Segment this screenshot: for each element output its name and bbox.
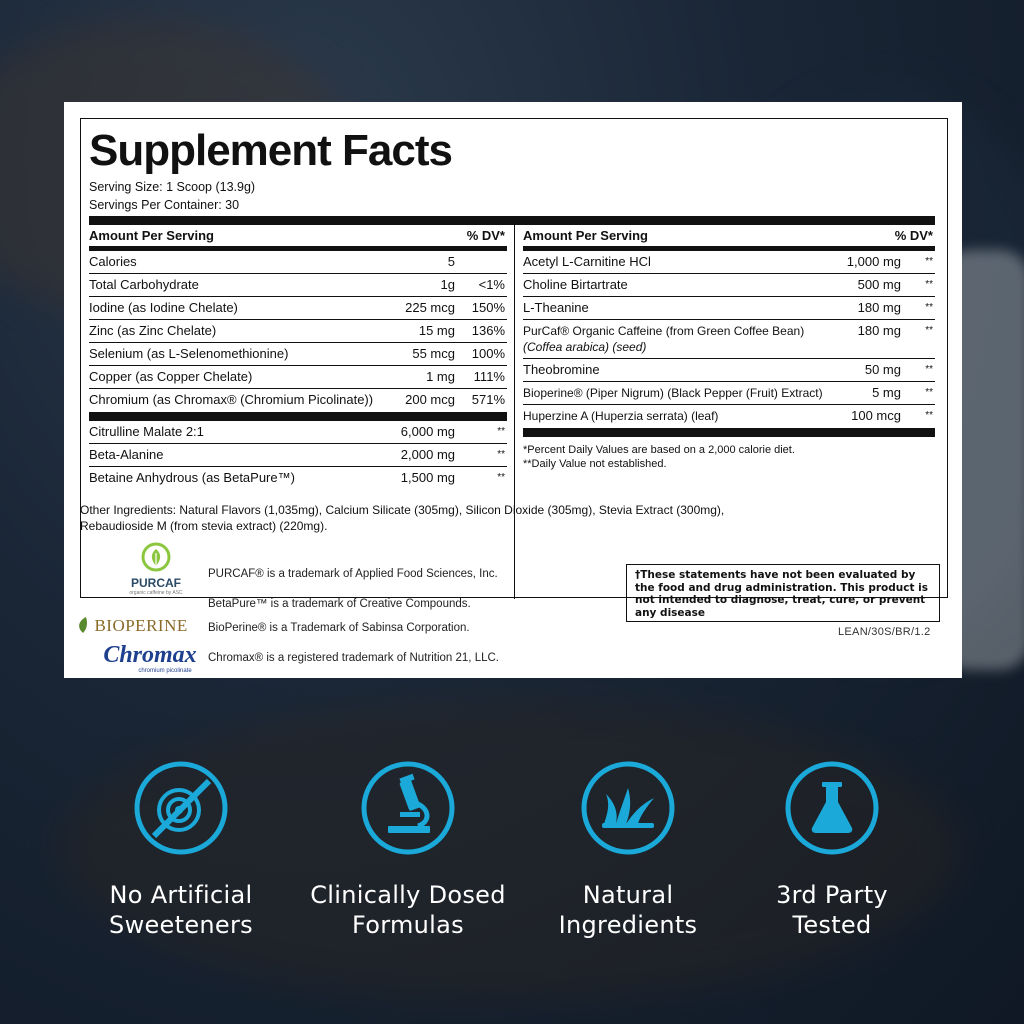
thick-rule [89,412,507,421]
ingredient-row [523,274,935,297]
nutrient-name: Iodine (as Iodine Chelate) [89,300,238,315]
product-code: LEAN/30S/BR/1.2 [838,626,931,638]
left-rows-blend [89,421,507,490]
feature-label-line-2: Sweeteners [109,911,253,939]
feature-label-line-2: Ingredients [558,911,698,939]
thick-rule [89,216,935,225]
nutrient-row [89,251,507,274]
footnote-not-established: **Daily Value not established. [523,458,667,470]
ingredient-name: Acetyl L-Carnitine HCl [523,254,651,269]
amount-per-serving-heading: Amount Per Serving [523,228,648,243]
nutrient-name: Calories [89,254,137,269]
nutrient-amount: 225 mcg [405,300,455,315]
microscope-icon [360,760,456,856]
dv-heading: % DV* [466,228,505,243]
bioperine-leaf-icon [76,616,90,634]
betapure-trademark-text: BetaPure™ is a trademark of Creative Compounds. [208,598,471,610]
feature-label-line-2: Tested [792,911,872,939]
nutrient-name: Chromium (as Chromax® (Chromium Picolinate)) [89,392,374,407]
fda-disclaimer: †These statements have not been evaluated by the food and drug administration. This product is not intended to diagnose, treat, cure, or prevent any disease [626,564,940,622]
nutrient-row [89,343,507,366]
serving-size: Serving Size: 1 Scoop (13.9g) [89,180,256,194]
ingredient-dv: ** [497,426,505,437]
ingredient-amount: 2,000 mg [400,447,455,462]
ingredient-amount: 50 mg [864,362,901,377]
nutrient-amount: 1 mg [426,369,455,384]
left-header [89,225,507,251]
feature-label-line-1: Clinically Dosed [310,881,506,909]
no-sweetener-icon [133,760,229,856]
ingredient-amount: 500 mg [857,277,901,292]
right-rows [523,251,935,428]
chromax-logo [98,642,202,678]
chromax-trademark-text: Chromax® is a registered trademark of Nutrition 21, LLC. [208,652,499,664]
right-header [523,225,935,251]
ingredient-name: Huperzine A (Huperzia serrata) (leaf) [523,409,719,423]
ingredient-dv: ** [925,256,933,267]
ingredient-name [523,323,804,355]
purcaf-wordmark: PURCAF [131,576,181,590]
ingredient-row [523,251,935,274]
nutrient-amount: 5 [447,254,455,269]
feature-no-artificial-sweeteners [71,760,291,940]
right-column [523,225,935,471]
ingredient-row [89,444,507,467]
purcaf-tagline: organic caffeine by ASC [129,590,183,596]
left-column [89,225,507,490]
feature-label [518,880,738,940]
facts-title: Supplement Facts [89,126,452,175]
dv-heading: % DV* [894,228,933,243]
feature-label [71,880,291,940]
nutrient-name: Zinc (as Zinc Chelate) [89,323,217,338]
amount-per-serving-heading: Amount Per Serving [89,228,214,243]
ingredient-amount: 100 mcg [851,408,901,423]
ingredient-row [523,405,935,428]
feature-label-line-1: Natural [582,881,674,909]
ingredient-name: Bioperine® (Piper Nigrum) (Black Pepper (Fruit) Extract) [523,386,823,400]
nutrient-dv: <1% [478,277,505,292]
feature-label [298,880,518,940]
nutrient-name: Copper (as Copper Chelate) [89,369,253,384]
ingredient-amount: 180 mg [857,300,901,315]
supplement-facts-label [64,102,962,678]
ingredient-amount: 1,000 mg [846,254,901,269]
ingredient-dv: ** [497,449,505,460]
nutrient-name: Total Carbohydrate [89,277,199,292]
ingredient-name: L-Theanine [523,300,589,315]
purcaf-logo [116,542,196,600]
purcaf-leaf-icon [139,542,173,572]
nutrient-dv: 150% [471,300,505,315]
ingredient-name: Betaine Anhydrous (as BetaPure™) [89,470,295,485]
ingredient-name: Beta-Alanine [89,447,164,462]
ingredient-dv: ** [925,410,933,421]
ingredient-dv: ** [497,472,505,483]
ingredient-row [89,421,507,444]
footnotes [523,443,935,471]
nutrient-row [89,274,507,297]
bioperine-wordmark: BIOPERINE [94,616,188,635]
other-ingredients: Other Ingredients: Natural Flavors (1,035mg), Calcium Silicate (305mg), Silicon Dioxide (305mg), Stevia Extract (300mg), Rebaudioside M (from stevia extract) (220mg). [80,503,725,533]
nutrient-dv: 100% [471,346,505,361]
feature-label-line-1: No Artificial [109,881,253,909]
ingredient-name: Citrulline Malate 2:1 [89,424,204,439]
grass-icon [580,760,676,856]
nutrient-dv: 571% [471,392,505,407]
footnote-daily-values: *Percent Daily Values are based on a 2,000 calorie diet. [523,444,795,456]
feature-natural-ingredients [518,760,738,940]
feature-label-line-2: Formulas [352,911,464,939]
ingredient-amount: 180 mg [857,323,901,338]
feature-label-line-1: 3rd Party [776,881,888,909]
ingredient-name: Theobromine [523,362,600,377]
bioperine-trademark-text: BioPerine® is a Trademark of Sabinsa Corporation. [208,622,470,634]
feature-third-party-tested [722,760,942,940]
ingredient-amount: 6,000 mg [400,424,455,439]
thick-rule [523,428,935,437]
ingredient-name-line-1: PurCaf® Organic Caffeine (from Green Coffee Bean) [523,324,805,338]
ingredient-dv: ** [925,364,933,375]
column-divider [514,225,515,599]
feature-clinically-dosed [298,760,518,940]
nutrient-row [89,297,507,320]
ingredient-row [523,359,935,382]
feature-label [722,880,942,940]
ingredient-amount: 5 mg [872,385,901,400]
nutrient-amount: 55 mcg [412,346,455,361]
ingredient-row [89,467,507,490]
nutrient-row [89,366,507,389]
flask-icon [784,760,880,856]
chromax-wordmark: Chromax [103,642,197,668]
ingredient-amount: 1,500 mg [400,470,455,485]
ingredient-dv: ** [925,279,933,290]
ingredient-dv: ** [925,302,933,313]
nutrient-dv: 136% [471,323,505,338]
ingredient-name: Choline Birtartrate [523,277,628,292]
servings-per-container: Servings Per Container: 30 [89,198,240,212]
ingredient-name-line-2: (Coffea arabica) (seed) [523,340,647,354]
nutrient-amount: 15 mg [418,323,455,338]
ingredient-dv: ** [925,387,933,398]
nutrient-amount: 200 mcg [405,392,455,407]
ingredient-dv: ** [925,325,933,336]
nutrient-row [89,320,507,343]
nutrient-row [89,389,507,412]
purcaf-trademark-text: PURCAF® is a trademark of Applied Food Sciences, Inc. [208,568,498,580]
bioperine-logo [76,616,188,638]
nutrient-name: Selenium (as L-Selenomethionine) [89,346,289,361]
left-rows [89,251,507,412]
ingredient-row [523,382,935,405]
nutrient-dv: 111% [473,369,505,384]
nutrient-amount: 1g [440,277,455,292]
chromax-tagline: chromium picolinate [138,668,192,674]
ingredient-row [523,297,935,320]
ingredient-row [523,320,935,359]
